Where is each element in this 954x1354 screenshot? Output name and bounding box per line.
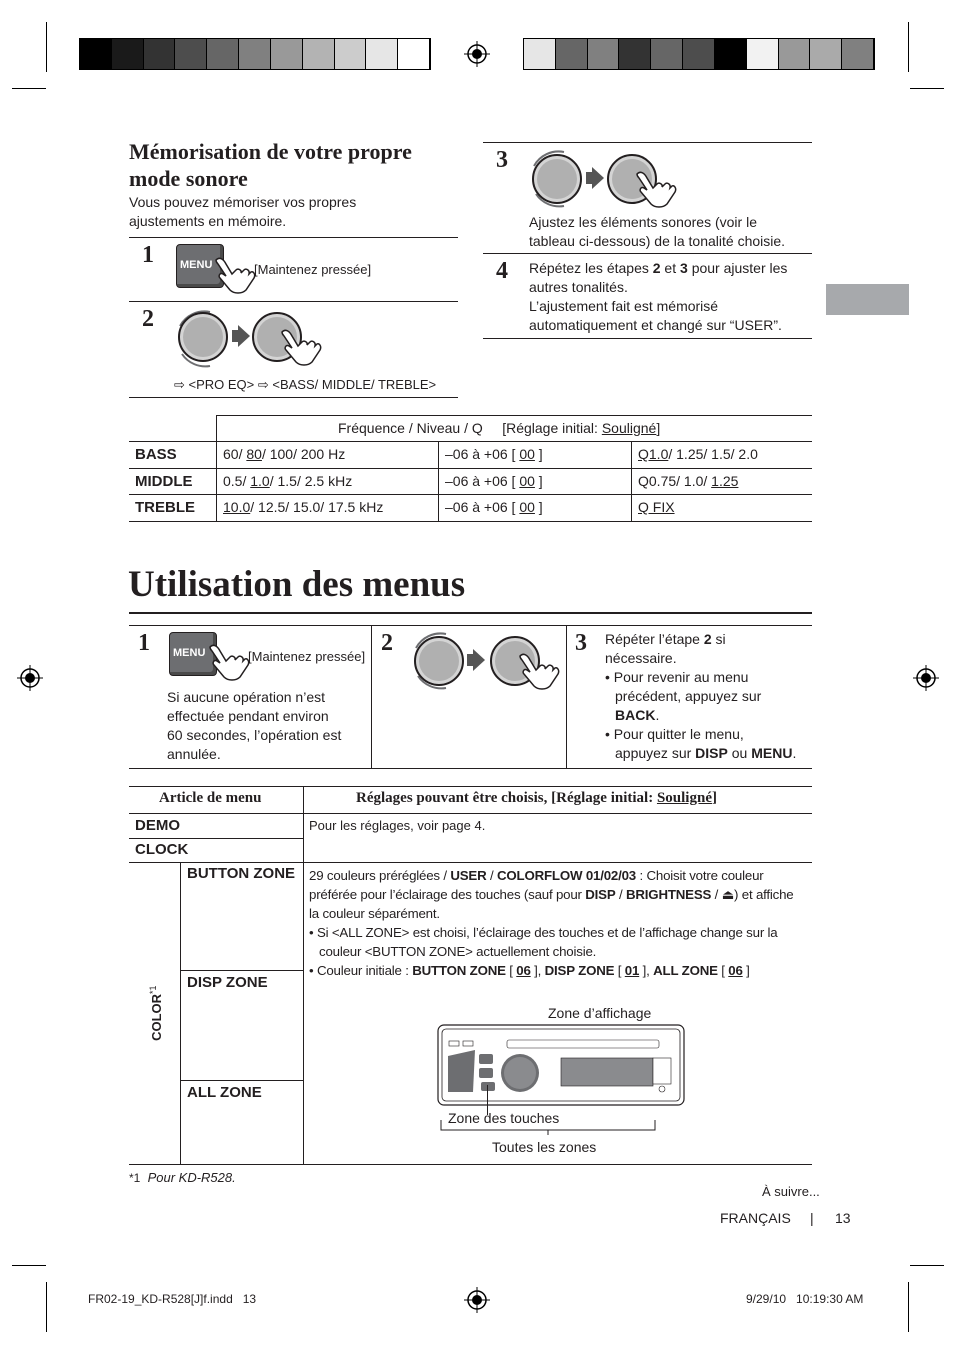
level-cell: –06 à +06 [ 00 ] <box>445 499 543 515</box>
color-swatch <box>80 39 112 69</box>
crop-mark <box>12 1265 46 1266</box>
menu-path: ⇨ <PRO EQ> ⇨ <BASS/ MIDDLE/ TREBLE> <box>174 377 437 392</box>
q-cell: Q1.0/ 1.25/ 1.5/ 2.0 <box>638 446 758 462</box>
demo-clock-settings: Pour les réglages, voir page 4. <box>309 818 486 833</box>
finger-press-icon <box>204 637 250 683</box>
table-border <box>129 441 812 442</box>
table-border <box>216 415 812 416</box>
control-dial-icon <box>178 312 228 362</box>
menu-item-clock: CLOCK <box>135 841 189 858</box>
finger-press-icon <box>210 250 256 296</box>
registration-mark-icon <box>913 665 939 691</box>
table-border <box>129 468 812 469</box>
divider <box>129 768 812 769</box>
crop-mark <box>46 1282 47 1332</box>
page-number: 13 <box>835 1210 851 1226</box>
finger-press-icon <box>514 646 560 692</box>
color-swatch <box>271 39 303 69</box>
divider <box>483 338 812 339</box>
color-swatch <box>366 39 398 69</box>
menu-item-demo: DEMO <box>135 817 180 834</box>
table-border <box>216 415 217 521</box>
registration-mark-icon <box>17 665 43 691</box>
frequency-cell: 0.5/ 1.0/ 1.5/ 2.5 kHz <box>223 473 353 489</box>
color-swatch <box>556 39 588 69</box>
color-bar-right <box>523 38 875 70</box>
menu-button-icon: MENU <box>176 244 224 288</box>
step-number: 1 <box>138 630 150 656</box>
divider <box>129 625 812 626</box>
slug-filename: FR02-19_KD-R528[J]f.indd 13 <box>88 1292 257 1306</box>
page-title: Utilisation des menus <box>128 564 466 605</box>
divider <box>483 142 812 143</box>
col-header-settings: Réglages pouvant être choisis, [Réglage initial: Souligné] <box>356 790 717 806</box>
color-swatch <box>398 39 430 69</box>
color-settings-text: 29 couleurs préréglées / USER / COLORFLOW 01/02/03 : Choisit votre couleur préférée pour l’éclairage des touches (sauf pour DISP / BRIGHTNESS / ⏏) et affiche la couleur séparément. • Si <ALL ZONE> est choisi, l’éclairage des touches et de l’affichage change sur la couleur <BUTTON ZONE> actuellement choisie. • Couleur initiale : BUTTON ZONE [ 06 ], DISP ZONE [ 01 ], ALL ZONE [ 06 ] <box>309 868 794 978</box>
table-border <box>129 862 812 863</box>
registration-mark-icon <box>464 41 490 67</box>
menu-item-all-zone: ALL ZONE <box>187 1084 262 1101</box>
divider <box>129 237 458 238</box>
row-name: MIDDLE <box>135 473 193 490</box>
color-swatch <box>144 39 176 69</box>
registration-mark-icon <box>464 1287 490 1313</box>
step-number: 3 <box>496 147 508 173</box>
arrow-right-icon <box>473 649 485 671</box>
color-swatch <box>715 39 747 69</box>
divider <box>483 253 812 254</box>
menu-button-icon: MENU <box>169 632 217 676</box>
color-swatch <box>524 39 556 69</box>
step-number: 3 <box>575 630 587 656</box>
footer-separator: | <box>810 1210 814 1226</box>
frequency-cell: 10.0/ 12.5/ 15.0/ 17.5 kHz <box>223 499 384 515</box>
row-name: TREBLE <box>135 499 195 516</box>
table-border <box>129 1164 812 1165</box>
color-swatch <box>303 39 335 69</box>
color-bar-left <box>79 38 431 70</box>
crop-mark <box>908 1282 909 1332</box>
table-border <box>129 813 812 814</box>
continued-label: À suivre... <box>762 1184 820 1199</box>
table-border <box>180 970 303 971</box>
table-border <box>129 494 812 495</box>
section-intro: Vous pouvez mémoriser vos propres ajustements en mémoire. <box>129 194 357 229</box>
color-swatch <box>335 39 367 69</box>
car-stereo-illustration <box>437 1024 685 1106</box>
table-border <box>438 441 439 521</box>
row-name: BASS <box>135 446 177 463</box>
step-number: 2 <box>142 306 154 332</box>
color-swatch <box>842 39 874 69</box>
menu-item-color: COLOR$^{*1}$ <box>147 985 165 1041</box>
step-number: 1 <box>142 242 154 268</box>
crop-mark <box>46 22 47 72</box>
q-cell: Q FIX <box>638 499 675 515</box>
all-zones-label: Toutes les zones <box>492 1139 597 1155</box>
table-border <box>129 838 303 839</box>
color-swatch <box>651 39 683 69</box>
color-swatch <box>588 39 620 69</box>
menu-item-button-zone: BUTTON ZONE <box>187 865 296 882</box>
col-header-item: Article de menu <box>159 790 262 806</box>
hold-label: [Maintenez pressée] <box>254 262 372 277</box>
title-rule <box>129 612 812 614</box>
frequency-cell: 60/ 80/ 100/ 200 Hz <box>223 446 346 462</box>
arrow-right-icon <box>238 325 250 347</box>
display-zone-label: Zone d’affichage <box>548 1005 652 1021</box>
color-swatch <box>112 39 144 69</box>
slug-date: 9/29/10 10:19:30 AM <box>746 1292 864 1306</box>
level-cell: –06 à +06 [ 00 ] <box>445 446 543 462</box>
level-cell: –06 à +06 [ 00 ] <box>445 473 543 489</box>
table-border <box>129 786 812 787</box>
step3-text: Répéter l’étape 2 si nécessaire. • Pour revenir au menu précédent, appuyez sur BACK. • Pour quitter le menu, appuyez sur DISP ou MENU. <box>605 631 797 761</box>
color-swatch <box>175 39 207 69</box>
finger-press-icon <box>631 164 677 210</box>
button-zone-label: Zone des touches <box>448 1110 560 1126</box>
table-border <box>303 786 304 1164</box>
color-swatch <box>207 39 239 69</box>
divider <box>129 397 458 398</box>
crop-mark <box>908 22 909 72</box>
q-cell: Q0.75/ 1.0/ 1.25 <box>638 473 739 489</box>
bracket <box>440 1118 656 1136</box>
control-dial-icon <box>414 636 464 686</box>
color-swatch <box>239 39 271 69</box>
table-border <box>180 1080 303 1081</box>
crop-mark <box>12 88 46 89</box>
divider <box>566 625 567 768</box>
step3-text: Ajustez les éléments sonores (voir le tableau ci-dessous) de la tonalité choisie. <box>529 214 786 249</box>
color-swatch <box>747 39 779 69</box>
divider <box>129 301 458 302</box>
color-swatch <box>779 39 811 69</box>
crop-mark <box>910 88 944 89</box>
eject-icon: ⏏ <box>721 887 735 902</box>
control-dial-icon <box>532 154 582 204</box>
section-title: Mémorisation de votre propre mode sonore <box>129 139 412 191</box>
divider <box>371 625 372 768</box>
table-border <box>631 441 632 521</box>
footnote: *1 Pour KD-R528. <box>129 1170 236 1185</box>
step-number: 4 <box>496 258 508 284</box>
crop-mark <box>910 1265 944 1266</box>
color-swatch <box>810 39 842 69</box>
table-border <box>129 521 812 522</box>
arrow-right-icon <box>592 167 604 189</box>
color-swatch <box>619 39 651 69</box>
finger-press-icon <box>276 322 322 368</box>
step-number: 2 <box>381 630 393 656</box>
hold-label: [Maintenez pressée] <box>248 649 366 664</box>
step1-note: Si aucune opération n’est effectuée pendant environ 60 secondes, l’opération est annulée. <box>167 689 342 762</box>
menu-item-disp-zone: DISP ZONE <box>187 974 268 991</box>
table-border <box>180 862 181 1164</box>
language-tab <box>826 284 909 315</box>
color-swatch <box>683 39 715 69</box>
table-header: Fréquence / Niveau / Q [Réglage initial: Souligné] <box>338 420 661 436</box>
step4-text: Répétez les étapes 2 et 3 pour ajuster les autres tonalités. L’ajustement fait est mémorisé automatiquement et changé sur “USER”. <box>529 260 788 333</box>
footer-language: FRANÇAIS <box>720 1210 791 1226</box>
